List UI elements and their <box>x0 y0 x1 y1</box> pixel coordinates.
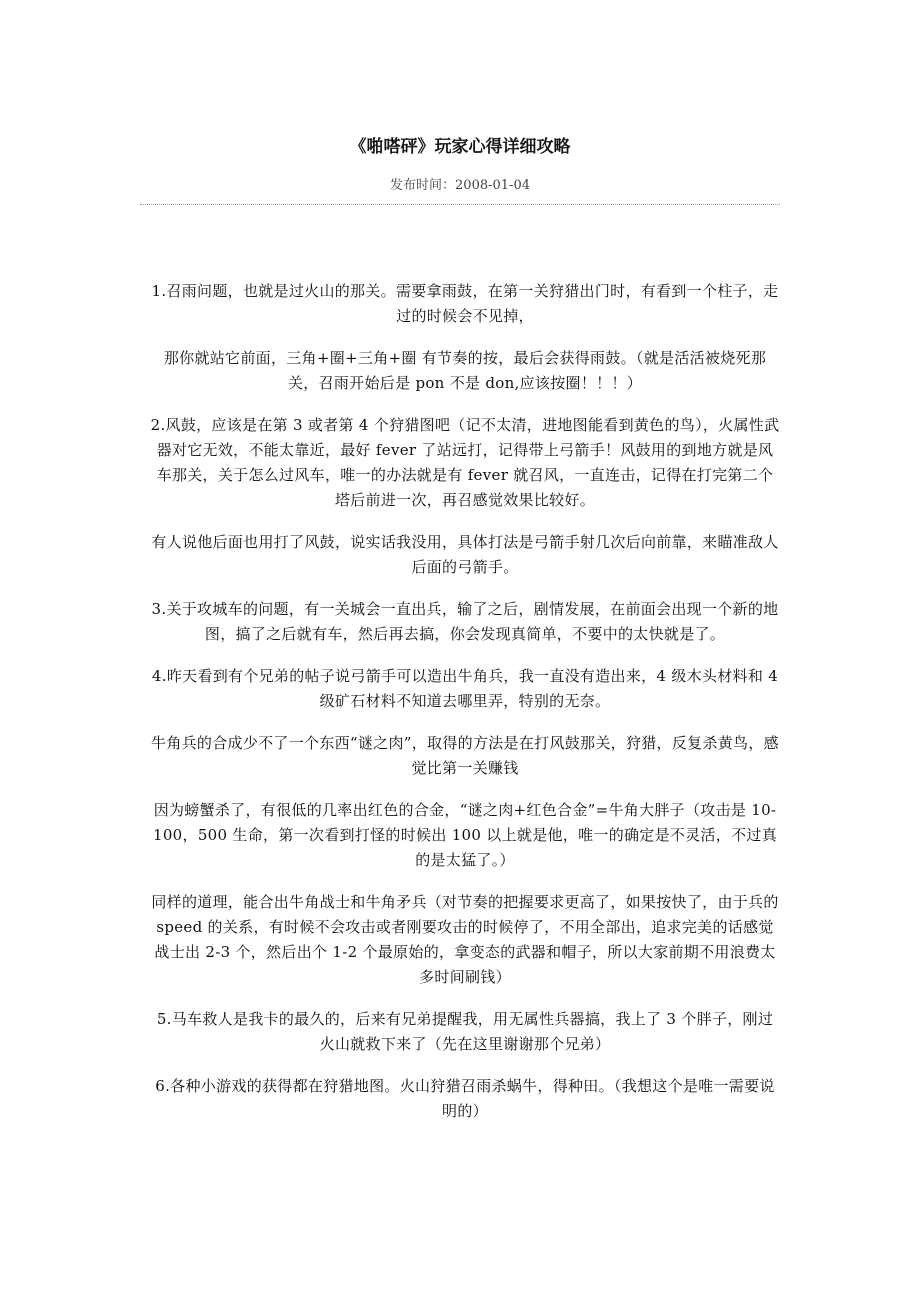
publish-date-label: 发布时间： <box>390 178 456 193</box>
title-divider <box>140 204 780 205</box>
paragraph-1: 1.召雨问题，也就是过火山的那关。需要拿雨鼓，在第一关狩猎出门时，有看到一个柱子，走过的时候会不见掉， <box>151 282 779 325</box>
paragraph-5: 3.关于攻城车的问题，有一关城会一直出兵，输了之后，剧情发展，在前面会出现一个新的地图，搞了之后就有车，然后再去搞，你会发现真简单，不要中的太快就是了。 <box>151 600 779 643</box>
paragraph-4: 有人说他后面也用打了风鼓，说实话我没用，具体打法是弓箭手射几次后向前靠，来瞄准敌人后面的弓箭手。 <box>151 533 779 576</box>
publish-date <box>140 176 780 196</box>
paragraph-7: 牛角兵的合成少不了一个东西“谜之肉”，取得的方法是在打风鼓那关，狩猎，反复杀黄鸟，感觉比第一关赚钱 <box>151 734 779 777</box>
paragraph-11: 6.各种小游戏的获得都在狩猎地图。火山狩猎召雨杀蜗牛，得种田。（我想这个是唯一需要说明的） <box>155 1077 775 1120</box>
paragraph-2: 那你就站它前面，三角+圈+三角+圈 有节奏的按，最后会获得雨鼓。（就是活活被烧死那关，召雨开始后是 pon 不是 don,应该按圈！！！） <box>163 349 767 392</box>
paragraph-8: 因为螃蟹杀了，有很低的几率出红色的合金，“谜之肉+红色合金”=牛角大胖子（攻击是 10-100，500 生命，第一次看到打怪的时候出 100 以上就是他，唯一的确定是不灵活，不过真的是太猛了。） <box>153 801 777 869</box>
article-title: 《啪嗒砰》玩家心得详细攻略 <box>349 137 571 157</box>
paragraph-3: 2.风鼓，应该是在第 3 或者第 4 个狩猎图吧（记不太清，进地图能看到黄色的鸟），火属性武器对它无效，不能太靠近，最好 fever 了站远打，记得带上弓箭手！风鼓用的到地方就是风车那关，关于怎么过风车，唯一的办法就是有 fever 就召风，一直连击，记得在打完第二个塔后前进一次，再召感觉效果比较好。 <box>150 416 780 509</box>
article-body <box>150 279 780 1141</box>
paragraph-9: 同样的道理，能合出牛角战士和牛角矛兵（对节奏的把握要求更高了，如果按快了，由于兵的 speed 的关系，有时候不会攻击或者刚要攻击的时候停了，不用全部出，追求完美的话感觉战士出 2-3 个，然后出个 1-2 个最原始的，拿变态的武器和帽子，所以大家前期不用浪费太多时间刷钱） <box>151 893 779 986</box>
paragraph-6: 4.昨天看到有个兄弟的帖子说弓箭手可以造出牛角兵，我一直没有造出来，4 级木头材料和 4 级矿石材料不知道去哪里弄，特别的无奈。 <box>151 667 779 710</box>
paragraph-10: 5.马车救人是我卡的最久的，后来有兄弟提醒我，用无属性兵器搞，我上了 3 个胖子，刚过火山就救下来了（先在这里谢谢那个兄弟） <box>156 1010 774 1053</box>
publish-date-value: 2008-01-04 <box>455 178 530 193</box>
